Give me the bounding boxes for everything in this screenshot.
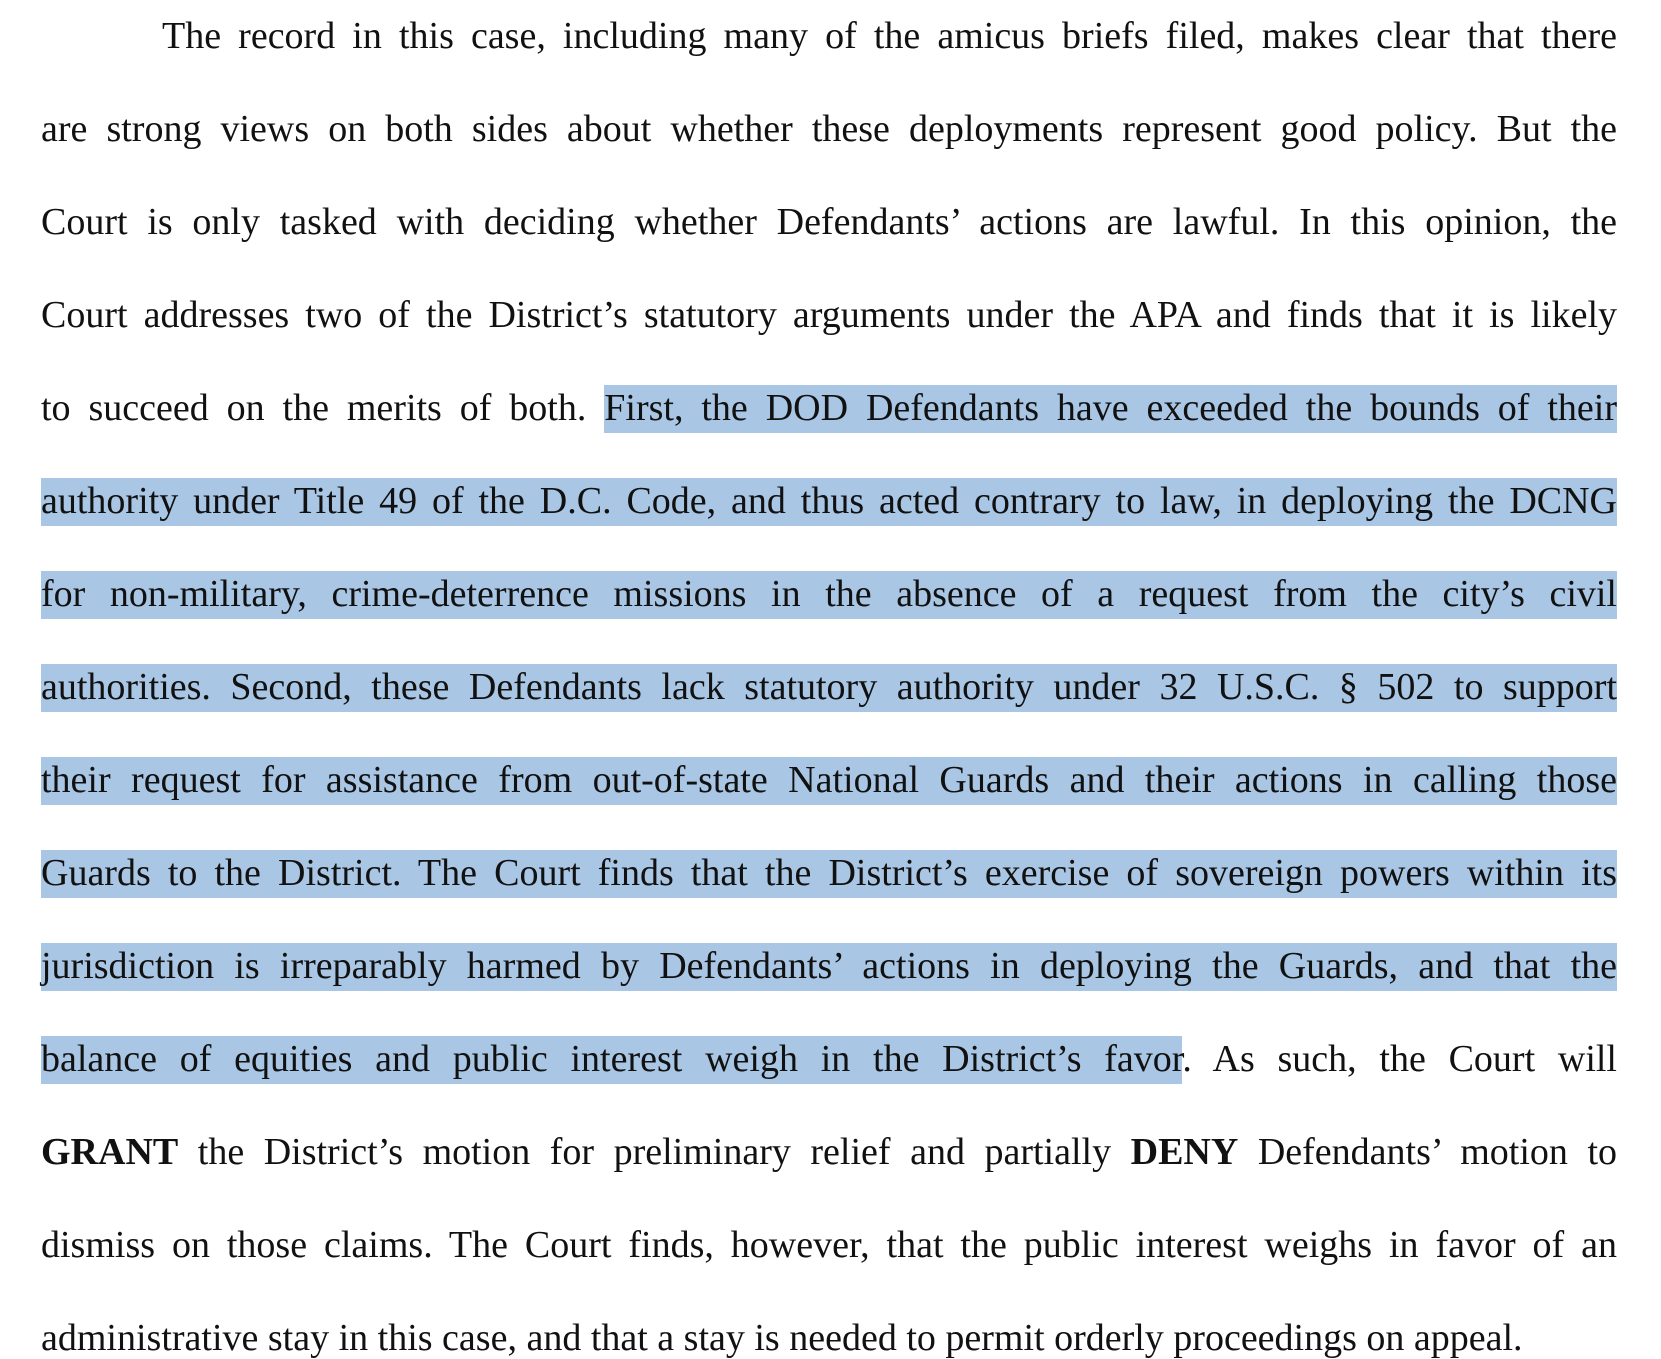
paragraph-line-2: are strong views on both sides about whether these deployments represent good policy. But the [41, 108, 1617, 150]
paragraph-line-6 [41, 481, 1617, 521]
highlighted-text[interactable]: authority under Title 49 of the D.C. Code, and thus acted contrary to law, in deploying the DCNG [41, 478, 1617, 526]
paragraph-line-1: The record in this case, including many of the amicus briefs filed, makes clear that there [162, 15, 1617, 57]
line-12-plain-text: . As such, the Court will [1182, 1038, 1617, 1080]
paragraph-line-9 [41, 760, 1617, 800]
highlighted-text[interactable]: their request for assistance from out-of-state National Guards and their actions in calling those [41, 757, 1617, 805]
line-13-end-text: Defendants’ motion to [1238, 1131, 1617, 1173]
line-5-plain-text: to succeed on the merits of both. [41, 387, 605, 429]
paragraph-line-8 [41, 667, 1617, 707]
paragraph-line-11 [41, 946, 1617, 986]
paragraph-line-7 [41, 574, 1617, 614]
paragraph-line-13 [41, 1132, 1617, 1172]
paragraph-line-4: Court addresses two of the District’s statutory arguments under the APA and finds that it is likely [41, 294, 1617, 336]
highlighted-text-end[interactable]: balance of equities and public interest weigh in the District’s favor [41, 1036, 1182, 1084]
highlighted-text-start[interactable]: First, the DOD Defendants have exceeded the bounds of their [604, 385, 1617, 433]
paragraph-line-15: administrative stay in this case, and that a stay is needed to permit orderly proceedings on appeal. [41, 1317, 1523, 1359]
grant-bold-text: GRANT [41, 1131, 179, 1173]
line-13-middle-text: the District’s motion for preliminary relief and partially [178, 1131, 1131, 1173]
highlighted-text[interactable]: jurisdiction is irreparably harmed by Defendants’ actions in deploying the Guards, and that the [41, 943, 1617, 991]
deny-bold-text: DENY [1130, 1131, 1239, 1173]
paragraph-line-5 [41, 388, 1617, 428]
highlighted-text[interactable]: authorities. Second, these Defendants lack statutory authority under 32 U.S.C. § 502 to support [41, 664, 1617, 712]
paragraph-line-3: Court is only tasked with deciding whether Defendants’ actions are lawful. In this opinion, the [41, 201, 1617, 243]
paragraph-line-12 [41, 1039, 1617, 1079]
highlighted-text[interactable]: for non-military, crime-deterrence missions in the absence of a request from the city’s civil [41, 571, 1617, 619]
paragraph-line-14: dismiss on those claims. The Court finds, however, that the public interest weighs in favor of an [41, 1224, 1617, 1266]
paragraph-line-10 [41, 853, 1617, 893]
highlighted-text[interactable]: Guards to the District. The Court finds that the District’s exercise of sovereign powers within its [41, 850, 1617, 898]
